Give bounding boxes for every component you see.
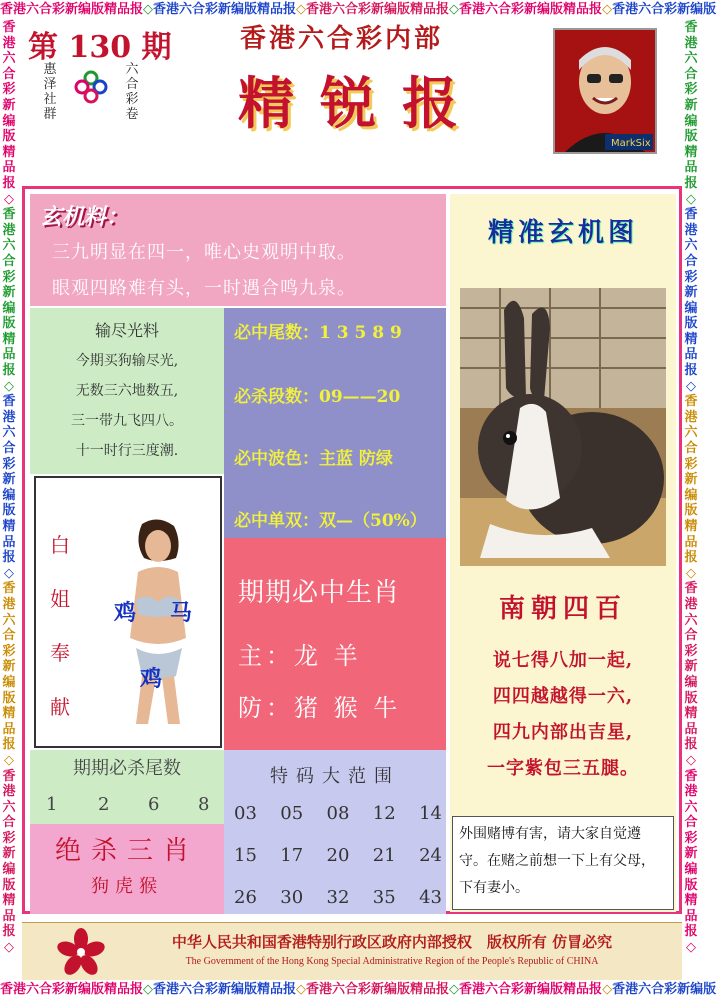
border-text: 香港六合彩新编版精品报 [459, 982, 603, 997]
girl-overlay-3: 鸡 [140, 666, 163, 692]
border-char: 彩 [684, 456, 698, 472]
border-char: 彩 [2, 82, 16, 98]
border-char: 香 [2, 581, 16, 597]
publisher-left: 惠泽社群 [43, 62, 57, 122]
border-char: 品 [2, 908, 16, 924]
bisha-section [30, 750, 224, 824]
border-char: 香 [2, 207, 16, 223]
border-char: 版 [2, 503, 16, 519]
tema-row [234, 834, 442, 876]
bauhinia-flower-icon [56, 927, 106, 977]
border-char: 品 [684, 908, 698, 924]
shujin-section [30, 308, 224, 474]
border-char: 品 [684, 160, 698, 176]
border-char: 报 [2, 363, 16, 379]
border-char: 港 [684, 409, 698, 425]
tema-number: 32 [326, 886, 350, 908]
bisha-number: 2 [98, 794, 110, 815]
border-char: 报 [2, 737, 16, 753]
border-char: 报 [684, 550, 698, 566]
border-char: 品 [684, 534, 698, 550]
portrait-photo [553, 28, 657, 154]
border-char: 六 [2, 799, 16, 815]
border-char: 精 [2, 144, 16, 160]
bottom-border-band [0, 980, 716, 1000]
tema-number: 30 [280, 886, 304, 908]
border-diamond: ◇ [296, 982, 307, 997]
tema-number: 21 [372, 844, 396, 866]
bisha-number: 1 [46, 794, 58, 815]
border-char: 报 [684, 924, 698, 940]
border-char: 六 [684, 425, 698, 441]
border-char: ◇ [686, 940, 696, 956]
border-char: 报 [2, 550, 16, 566]
border-char: 合 [2, 628, 16, 644]
border-diamond: ◇ [449, 2, 460, 17]
bizhong-oddeven: 必中单双：双—（50%） [234, 511, 427, 531]
tema-number: 20 [326, 844, 350, 866]
border-char: 合 [684, 253, 698, 269]
border-char: 编 [2, 674, 16, 690]
border-char: 六 [2, 425, 16, 441]
border-char: 编 [2, 487, 16, 503]
xuanji-section [30, 194, 446, 306]
border-char: 香 [2, 768, 16, 784]
bisha-number: 8 [198, 794, 210, 815]
border-diamond: ◇ [143, 2, 154, 17]
border-char: 版 [2, 129, 16, 145]
tema-number: 24 [419, 844, 442, 866]
border-char: 编 [684, 674, 698, 690]
border-char: 版 [684, 877, 698, 893]
page-title: 精锐报 [238, 71, 484, 137]
tema-number: 26 [234, 886, 257, 908]
border-char: 六 [2, 238, 16, 254]
border-char: ◇ [4, 565, 14, 581]
border-char: 合 [2, 253, 16, 269]
tema-number: 03 [234, 802, 257, 824]
border-text: 香港六合彩新编版精品报 [153, 982, 297, 997]
border-diamond: ◇ [143, 982, 154, 997]
border-char: 六 [2, 612, 16, 628]
bizhong-tail: 必中尾数：1 3 5 8 9 [234, 323, 402, 343]
border-char: 品 [684, 347, 698, 363]
border-char: 精 [684, 893, 698, 909]
border-char: 六 [684, 238, 698, 254]
border-char: 合 [684, 815, 698, 831]
border-char: ◇ [686, 752, 696, 768]
border-char: 版 [684, 129, 698, 145]
border-char: 编 [684, 862, 698, 878]
left-border-band [0, 20, 18, 980]
border-char: 版 [684, 316, 698, 332]
border-char: 新 [2, 659, 16, 675]
nanchao-line-1: 说七得八加一起, [492, 650, 634, 671]
border-char: ◇ [4, 191, 14, 207]
girl-overlay-1: 鸡 [114, 600, 137, 626]
border-char: 精 [684, 331, 698, 347]
border-char: 新 [2, 97, 16, 113]
border-char: 编 [684, 487, 698, 503]
border-char: 香 [2, 20, 16, 35]
border-char: 合 [2, 441, 16, 457]
footer-chinese: 中华人民共和国香港特别行政区政府内部授权 版权所有 仿冒必究 [171, 933, 613, 951]
border-char: 合 [684, 66, 698, 82]
juesha-section [30, 824, 224, 914]
xuanji-line-2: 眼观四路难有头，一时遇合鸣九泉。 [52, 278, 356, 299]
rabbit-picture [460, 288, 666, 566]
border-char: 香 [2, 394, 16, 410]
issue-number: 第 130 期 [28, 30, 172, 65]
side-char: 姐 [50, 587, 70, 611]
border-char: 港 [2, 35, 16, 51]
bizhong-color: 必中波色：主蓝 防绿 [234, 449, 393, 469]
nanchao-line-4: 一字紫包三五腿。 [487, 758, 639, 779]
border-char: 香 [684, 20, 698, 35]
border-text: 香港六合彩新编版 [612, 982, 716, 997]
border-diamond: ◇ [602, 2, 613, 17]
jingzhun-title: 精准玄机图 [487, 218, 638, 248]
tema-number: 05 [280, 802, 304, 824]
border-char: 合 [684, 628, 698, 644]
border-char: 彩 [2, 643, 16, 659]
side-char: 献 [50, 695, 70, 719]
border-char: 彩 [684, 82, 698, 98]
border-char: 报 [684, 363, 698, 379]
tema-section [224, 750, 446, 914]
border-char: 六 [684, 612, 698, 628]
tema-number: 17 [280, 844, 304, 866]
border-char: 港 [684, 596, 698, 612]
shujin-title: 输尽光料 [94, 321, 159, 340]
border-char: 港 [2, 784, 16, 800]
border-char: 港 [2, 596, 16, 612]
border-char: 港 [684, 784, 698, 800]
border-char: 精 [684, 144, 698, 160]
border-char: 精 [2, 519, 16, 534]
border-char: 新 [684, 97, 698, 113]
border-char: 港 [684, 222, 698, 238]
xuanji-line-1: 三九明显在四一，唯心史观明中取。 [52, 242, 356, 263]
baijie-box [34, 476, 222, 748]
border-char: 品 [684, 721, 698, 737]
shujin-line-3: 三一带九飞四八。 [71, 413, 183, 429]
border-char: 编 [2, 300, 16, 316]
border-char: ◇ [4, 378, 14, 394]
border-diamond: ◇ [296, 2, 307, 17]
border-char: 彩 [2, 269, 16, 285]
publisher-logo-icon [74, 70, 108, 104]
border-char: 港 [2, 222, 16, 238]
girl-overlay-2: 马 [170, 600, 193, 626]
juesha-title: 绝杀三肖 [54, 836, 199, 866]
border-text: 香港六合彩新编版 [612, 2, 716, 17]
bizhong-segment: 必杀段数：09——20 [234, 387, 401, 407]
juesha-animals: 狗虎猴 [91, 876, 163, 897]
border-char: 报 [684, 175, 698, 191]
side-char: 奉 [50, 641, 70, 665]
border-char: 报 [2, 924, 16, 940]
border-char: 六 [684, 799, 698, 815]
border-char: 品 [2, 347, 16, 363]
border-char: 六 [684, 51, 698, 67]
border-char: 香 [684, 581, 698, 597]
border-char: 版 [2, 877, 16, 893]
bisha-number: 6 [148, 794, 160, 815]
shengxiao-main: 主：龙 羊 [238, 642, 362, 670]
nanchao-line-3: 四九内部出吉星, [492, 722, 634, 743]
border-char: 编 [684, 113, 698, 129]
nanchao-line-2: 四四越越得一六, [492, 686, 634, 707]
border-char: 报 [684, 737, 698, 753]
border-char: ◇ [686, 565, 696, 581]
rabbit-image [460, 288, 666, 566]
border-text: 香港六合彩新编版精品报 [459, 2, 603, 17]
nanchao-title: 南朝四百 [498, 594, 627, 624]
border-char: 合 [684, 441, 698, 457]
xuanji-title: 玄机料： [40, 204, 129, 230]
portrait-image [555, 30, 655, 152]
border-char: 港 [684, 35, 698, 51]
border-char: 版 [2, 690, 16, 706]
border-char: 彩 [684, 269, 698, 285]
footer-english: The Government of the Hong Kong Special Administrative Region of the People's Republic of CHINA [185, 956, 599, 967]
border-char: 品 [2, 160, 16, 176]
border-char: 彩 [684, 830, 698, 846]
tema-number: 15 [234, 844, 257, 866]
bisha-title: 期期必杀尾数 [73, 758, 181, 779]
border-char: 版 [684, 690, 698, 706]
tema-number: 08 [326, 802, 350, 824]
border-char: 新 [684, 472, 698, 488]
border-text: 香港六合彩新编版精品报 [0, 982, 144, 997]
border-text: 香港六合彩新编版精品报 [153, 2, 297, 17]
border-char: 精 [2, 706, 16, 722]
side-char: 白 [50, 533, 70, 557]
gambling-warning: 外围赌博有害，请大家自觉遵守。在赌之前想一下上有父母，下有妻小。 [452, 816, 674, 910]
border-char: 合 [2, 66, 16, 82]
border-char: 报 [2, 175, 16, 191]
photo-brand-text: MarkSix [611, 138, 651, 149]
border-char: 合 [2, 815, 16, 831]
border-char: 精 [684, 519, 698, 534]
shengxiao-section [224, 538, 446, 750]
border-char: 六 [2, 51, 16, 67]
border-text: 香港六合彩新编版精品报 [0, 2, 144, 17]
top-border-band [0, 0, 716, 20]
border-char: 彩 [684, 643, 698, 659]
border-char: 新 [684, 846, 698, 862]
border-char: 品 [2, 534, 16, 550]
right-column [450, 194, 676, 912]
border-char: ◇ [686, 378, 696, 394]
border-char: 品 [2, 721, 16, 737]
border-char: 编 [684, 300, 698, 316]
border-text: 香港六合彩新编版精品报 [306, 982, 450, 997]
border-char: 香 [684, 768, 698, 784]
right-border-band [682, 20, 700, 980]
publisher-right: 六合彩卷 [125, 62, 139, 122]
border-char: 新 [684, 659, 698, 675]
border-char: 香 [684, 394, 698, 410]
border-char: 新 [2, 285, 16, 301]
tema-row [234, 876, 442, 918]
border-char: 香 [684, 207, 698, 223]
border-char: 精 [684, 706, 698, 722]
border-char: 精 [2, 893, 16, 909]
border-char: ◇ [4, 752, 14, 768]
border-char: 彩 [2, 456, 16, 472]
shujin-line-4: 十一时行三度潮. [75, 443, 179, 459]
border-diamond: ◇ [449, 982, 460, 997]
shujin-line-1: 今期买狗输尽光, [75, 353, 179, 369]
border-char: 编 [2, 862, 16, 878]
tema-number: 14 [419, 802, 442, 824]
tema-header: 特码大范围 [270, 766, 400, 787]
tema-grid [234, 792, 442, 918]
footer-banner [22, 922, 682, 980]
border-char: 新 [2, 846, 16, 862]
bizhong-section [224, 308, 446, 538]
shengxiao-guard: 防：猪 猴 牛 [238, 694, 402, 722]
border-char: 新 [684, 285, 698, 301]
border-char: 港 [2, 409, 16, 425]
baijie-side-text [48, 518, 72, 734]
border-char: 编 [2, 113, 16, 129]
border-char: 新 [2, 472, 16, 488]
border-char: 版 [2, 316, 16, 332]
border-diamond: ◇ [602, 982, 613, 997]
shujin-line-2: 无数三六地数五, [75, 383, 179, 399]
border-text: 香港六合彩新编版精品报 [306, 2, 450, 17]
border-char: ◇ [686, 191, 696, 207]
tema-number: 12 [372, 802, 396, 824]
border-char: ◇ [4, 940, 14, 956]
border-char: 精 [2, 331, 16, 347]
shengxiao-title: 期期必中生肖 [238, 578, 401, 608]
tema-number: 35 [372, 886, 396, 908]
border-char: 彩 [2, 830, 16, 846]
border-char: 版 [684, 503, 698, 519]
tema-number: 43 [419, 886, 442, 908]
tema-row [234, 792, 442, 834]
page-subtitle: 香港六合彩内部 [240, 24, 444, 54]
